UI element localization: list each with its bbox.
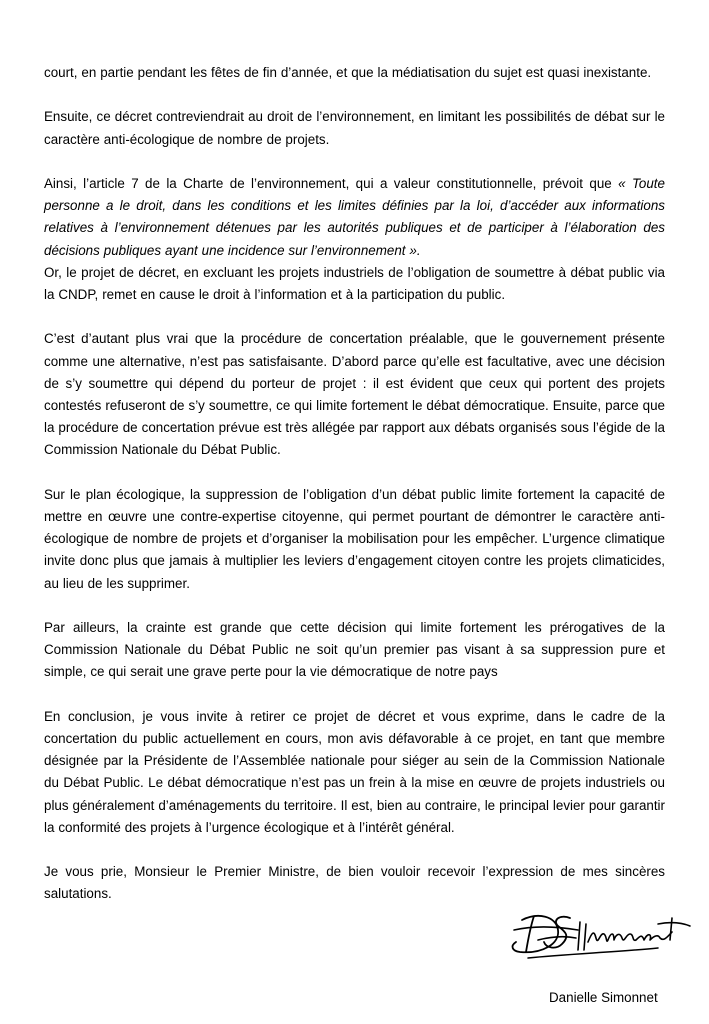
paragraph-closing-salutation: Je vous prie, Monsieur le Premier Ministre, de bien vouloir recevoir l’expression de mes sincères salutations. xyxy=(44,864,665,902)
signature-stroke xyxy=(528,948,658,958)
charter-intro-text: Ainsi, l’article 7 de la Charte de l’environnement, qui a valeur constitutionnelle, prévoit que xyxy=(44,175,619,191)
paragraph-fear-of-suppression: Par ailleurs, la crainte est grande que cette décision qui limite fortement les prérogatives de la Commission Nationale du Débat Public ne soit qu’un premier pas visant à sa suppression pure et simple, ce qui serait une grave perte pour la vie démocratique de notre pays xyxy=(44,620,665,680)
paragraph-charter-article-7 xyxy=(44,173,665,262)
signature-stroke xyxy=(514,927,578,940)
charter-quote: « Toute personne a le droit, dans les conditions et les limites définies par la loi, d’accéder aux informations relatives à l’environnement détenues par les autorités publiques et de participer à l’élaboration des décisions publiques ayant une incidence sur l’environnement ». xyxy=(44,175,665,258)
paragraph-context: court, en partie pendant les fêtes de fin d’année, et que la médiatisation du sujet est quasi inexistante. xyxy=(44,65,652,80)
paragraph-cndp-exclusion: Or, le projet de décret, en excluant les projets industriels de l’obligation de soumettre à débat public via la CNDP, remet en cause le droit à l’information et à la participation du public. xyxy=(44,264,665,302)
paragraph-prior-consultation: C’est d’autant plus vrai que la procédure de concertation préalable, que le gouvernement présente comme une alternative, n’est pas satisfaisante. D’abord parce qu’elle est facultative, avec une décision de s’y soumettre qui dépend du porteur de projet : il est évident que ceux qui portent des projets contestés refuseront de s’y soumettre, ce qui limite fortement le débat démocratique. Ensuite, parce que la procédure de concertation prévue est très allégée par rapport aux débats organisés sous l’égide de la Commission Nationale du Débat Public. xyxy=(44,331,665,458)
signature-stroke xyxy=(578,922,586,950)
handwritten-signature xyxy=(508,906,694,966)
signature-stroke xyxy=(544,917,570,948)
paragraph-conclusion: En conclusion, je vous invite à retirer ce projet de décret et vous exprime, dans le cadre de la concertation du public actuellement en cours, mon avis défavorable à ce projet, en tant que membre désignée par la Présidente de l’Assemblée nationale pour siéger au sein de la Commission Nationale du Débat Public. Le débat démocratique n’est pas un frein à la mise en œuvre de projets industriels ou plus généralement d’aménagements du territoire. Il est, bien au contraire, le principal levier pour garantir la conformité des projets à l’urgence écologique et à l’intérêt général. xyxy=(44,708,665,835)
signature-stroke xyxy=(658,918,690,940)
letter-body xyxy=(44,62,665,906)
paragraph-ecological-plan: Sur le plan écologique, la suppression de l’obligation d’un débat public limite fortement la capacité de mettre en œuvre une contre-expertise citoyenne, qui permet pourtant de démontrer le caractère anti-écologique de nombre de projets et d’organiser la mobilisation pour les empêcher. L’urgence climatique invite donc plus que jamais à multiplier les leviers d’engagement citoyen contre les projets climaticides, au lieu de les supprimer. xyxy=(44,486,665,591)
paragraph-environment-law: Ensuite, ce décret contreviendrait au droit de l’environnement, en limitant les possibilités de débat sur le caractère anti-écologique de nombre de projets. xyxy=(44,109,665,147)
signature-stroke xyxy=(588,932,672,942)
signer-name: Danielle Simonnet xyxy=(549,990,658,1005)
